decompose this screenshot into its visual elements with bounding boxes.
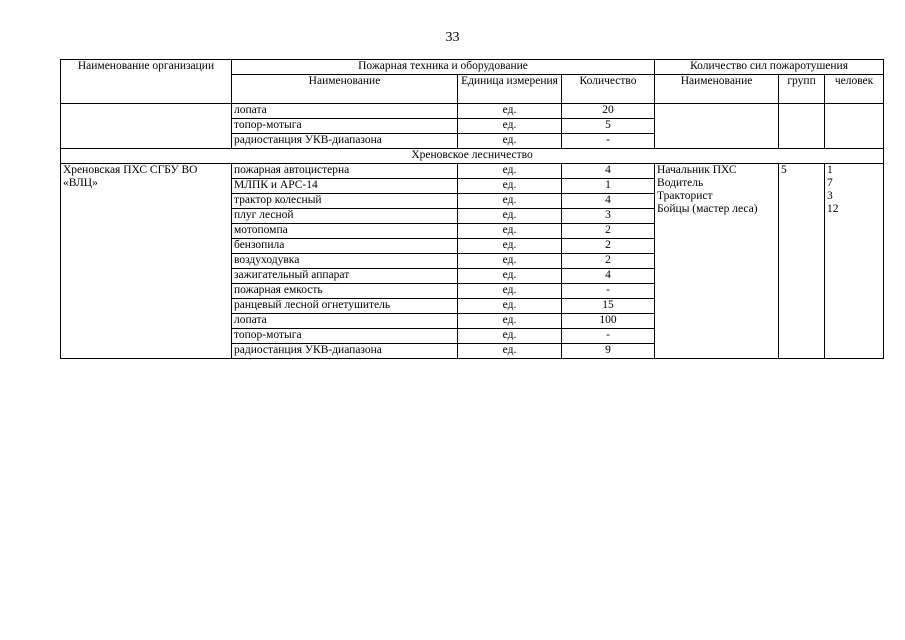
eq-name-cell: бензопила xyxy=(232,239,458,254)
forces-people-cell-continued xyxy=(825,104,884,149)
eq-qty-cell: 4 xyxy=(562,269,655,284)
forces-people-value: 1 xyxy=(827,164,833,176)
eq-qty-cell: 1 xyxy=(562,179,655,194)
eq-qty-cell: 9 xyxy=(562,344,655,359)
eq-name-cell: мотопомпа xyxy=(232,224,458,239)
header-forces-group: Количество сил пожаротушения xyxy=(655,60,884,75)
forces-people-value: 7 xyxy=(827,177,833,189)
eq-unit-cell: ед. xyxy=(458,224,562,239)
eq-name-cell: радиостанция УКВ-диапазона xyxy=(232,344,458,359)
header-forces-name: Наименование xyxy=(655,75,779,104)
eq-unit-cell: ед. xyxy=(458,254,562,269)
eq-name-cell: пожарная автоцистерна xyxy=(232,164,458,179)
eq-name-cell: ранцевый лесной огнетушитель xyxy=(232,299,458,314)
eq-unit-cell: ед. xyxy=(458,269,562,284)
forces-groups-value: 5 xyxy=(781,164,787,176)
forces-groups-cell-continued xyxy=(779,104,825,149)
eq-name-cell: лопата xyxy=(232,314,458,329)
eq-qty-cell: - xyxy=(562,134,655,149)
eq-unit-cell: ед. xyxy=(458,299,562,314)
organization-cell: Хреновская ПХС СГБУ ВО «ВЛЦ» xyxy=(61,164,232,359)
eq-unit-cell: ед. xyxy=(458,164,562,179)
org-cell-continued xyxy=(61,104,232,149)
eq-unit-cell: ед. xyxy=(458,209,562,224)
eq-name-cell: МЛПК и АРС-14 xyxy=(232,179,458,194)
eq-name-cell: воздуходувка xyxy=(232,254,458,269)
section-row xyxy=(61,149,884,164)
eq-qty-cell: 20 xyxy=(562,104,655,119)
eq-unit-cell: ед. xyxy=(458,329,562,344)
forces-role: Водитель xyxy=(657,177,704,189)
header-forces-people: человек xyxy=(825,75,884,104)
forces-role: Начальник ПХС xyxy=(657,164,737,176)
eq-name-cell: топор-мотыга xyxy=(232,119,458,134)
table-row xyxy=(61,104,884,119)
eq-name-cell: радиостанция УКВ-диапазона xyxy=(232,134,458,149)
eq-qty-cell: 15 xyxy=(562,299,655,314)
table-row xyxy=(61,164,884,179)
forces-people-value: 12 xyxy=(827,203,839,215)
header-organization: Наименование организации xyxy=(61,60,232,104)
forces-roles-cell xyxy=(655,164,779,359)
eq-qty-cell: 4 xyxy=(562,164,655,179)
eq-qty-cell: 5 xyxy=(562,119,655,134)
eq-qty-cell: - xyxy=(562,329,655,344)
eq-unit-cell: ед. xyxy=(458,194,562,209)
equipment-table xyxy=(60,59,884,359)
eq-qty-cell: 100 xyxy=(562,314,655,329)
header-row-1 xyxy=(61,60,884,75)
eq-qty-cell: 2 xyxy=(562,239,655,254)
section-title: Хреновское лесничество xyxy=(61,149,884,164)
eq-name-cell: лопата xyxy=(232,104,458,119)
eq-unit-cell: ед. xyxy=(458,119,562,134)
eq-unit-cell: ед. xyxy=(458,104,562,119)
eq-qty-cell: 3 xyxy=(562,209,655,224)
eq-unit-cell: ед. xyxy=(458,239,562,254)
forces-people-value: 3 xyxy=(827,190,833,202)
eq-name-cell: трактор колесный xyxy=(232,194,458,209)
eq-unit-cell: ед. xyxy=(458,284,562,299)
header-eq-unit: Единица измерения xyxy=(458,75,562,104)
eq-qty-cell: - xyxy=(562,284,655,299)
forces-people-cell xyxy=(825,164,884,359)
eq-unit-cell: ед. xyxy=(458,179,562,194)
forces-role: Тракторист xyxy=(657,190,713,202)
eq-name-cell: плуг лесной xyxy=(232,209,458,224)
header-eq-name: Наименование xyxy=(232,75,458,104)
eq-name-cell: топор-мотыга xyxy=(232,329,458,344)
eq-unit-cell: ед. xyxy=(458,344,562,359)
forces-name-cell-continued xyxy=(655,104,779,149)
eq-unit-cell: ед. xyxy=(458,134,562,149)
header-forces-groups: групп xyxy=(779,75,825,104)
eq-qty-cell: 4 xyxy=(562,194,655,209)
page-number: 33 xyxy=(445,30,460,45)
forces-role: Бойцы (мастер леса) xyxy=(657,203,758,215)
eq-unit-cell: ед. xyxy=(458,314,562,329)
eq-qty-cell: 2 xyxy=(562,254,655,269)
forces-groups-cell xyxy=(779,164,825,359)
eq-name-cell: пожарная емкость xyxy=(232,284,458,299)
eq-name-cell: зажигательный аппарат xyxy=(232,269,458,284)
header-eq-qty: Количество xyxy=(562,75,655,104)
header-equipment-group: Пожарная техника и оборудование xyxy=(232,60,655,75)
eq-qty-cell: 2 xyxy=(562,224,655,239)
